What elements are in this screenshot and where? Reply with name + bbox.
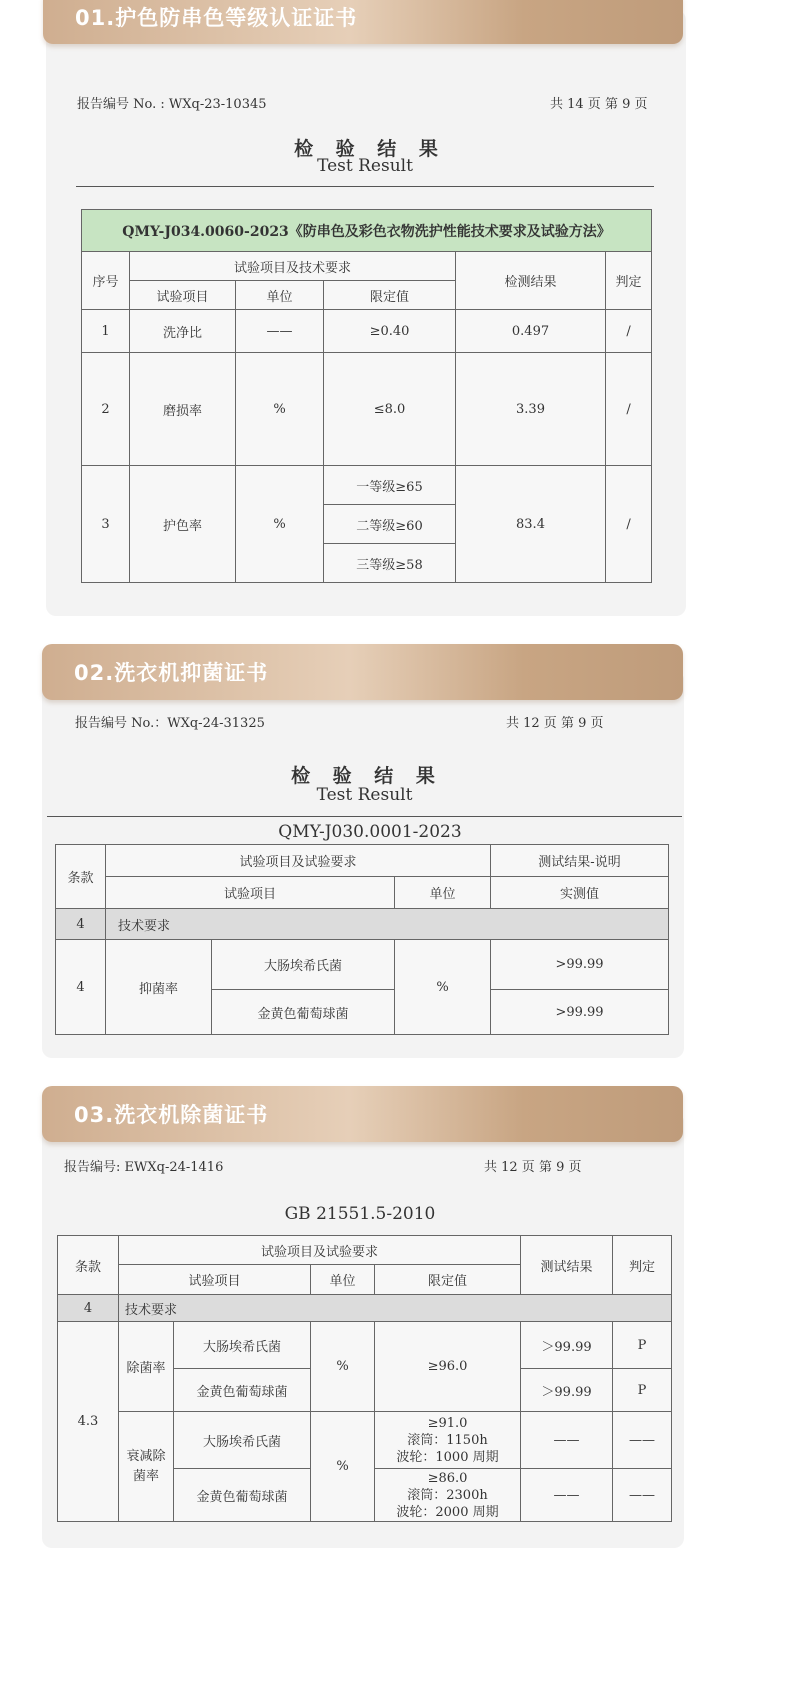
standard-name: QMY-J034.0060-2023《防串色及彩色衣物洗护性能技术要求及试验方法》 <box>82 210 652 252</box>
cell-judge: / <box>606 466 652 583</box>
cell-sub-item: 金黄色葡萄球菌 <box>174 1369 311 1412</box>
cell-sub-item: 金黄色葡萄球菌 <box>212 990 395 1035</box>
cell-result: —— <box>521 1469 613 1522</box>
cell-sub-item: 大肠埃希氏菌 <box>212 940 395 990</box>
table-row <box>82 466 652 505</box>
report-number: 报告编号: EWXq-24-1416 <box>64 1160 224 1175</box>
cell-limit: ≥0.40 <box>324 310 456 353</box>
cell-sub-item: 大肠埃希氏菌 <box>174 1412 311 1469</box>
table-row <box>56 940 669 990</box>
cell-unit: % <box>311 1322 375 1412</box>
cell-result: —— <box>521 1412 613 1469</box>
section-banner-1: 01.护色防串色等级认证证书 <box>43 0 683 44</box>
cell-item: 护色率 <box>130 466 236 583</box>
standard-name: GB 21551.5-2010 <box>284 1204 436 1224</box>
cell-limit-grade-1: 一等级≥65 <box>324 466 456 505</box>
result-title-en: Test Result <box>316 785 413 805</box>
header-judge: 判定 <box>606 252 652 310</box>
result-title-cn: 检 验 结 果 <box>291 765 443 787</box>
cell-clause: 4 <box>58 1295 119 1322</box>
header-unit: 单位 <box>311 1265 375 1295</box>
result-title-cn: 检 验 结 果 <box>294 138 446 160</box>
header-limit: 限定值 <box>324 281 456 310</box>
test-result-table-2 <box>55 844 669 1035</box>
header-seq: 序号 <box>82 252 130 310</box>
cell-result: ＞99.99 <box>521 1369 613 1412</box>
cell-clause: 4 <box>56 940 106 1035</box>
cell-judge: / <box>606 310 652 353</box>
cell-seq: 3 <box>82 466 130 583</box>
header-result-group: 测试结果-说明 <box>491 845 669 877</box>
header-group: 试验项目及试验要求 <box>106 845 491 877</box>
table-row <box>58 1322 672 1369</box>
cell-judge: —— <box>613 1412 672 1469</box>
table-row <box>58 1412 672 1469</box>
page-count: 共 12 页 第 9 页 <box>506 716 604 731</box>
cell-item: 除菌率 <box>119 1322 174 1412</box>
cell-judge: P <box>613 1369 672 1412</box>
cell-judge: —— <box>613 1469 672 1522</box>
header-clause: 条款 <box>58 1236 119 1295</box>
test-result-table-1 <box>81 209 652 583</box>
header-measured: 实测值 <box>491 877 669 909</box>
cell-limit-value: ≥91.0 <box>427 1415 468 1431</box>
cell-item: 磨损率 <box>130 353 236 466</box>
cell-item: 抑菌率 <box>106 940 212 1035</box>
cell-limit-grade-3: 三等级≥58 <box>324 544 456 583</box>
cell-result: 83.4 <box>456 466 606 583</box>
cell-limit-pulsator: 波轮：2000 周期 <box>396 1504 499 1520</box>
section-banner-3: 03.洗衣机除菌证书 <box>42 1086 683 1142</box>
cell-judge: / <box>606 353 652 466</box>
cell-seq: 1 <box>82 310 130 353</box>
cell-limit: ≤8.0 <box>324 353 456 466</box>
header-clause: 条款 <box>56 845 106 909</box>
cell-unit: % <box>236 466 324 583</box>
cell-result: 0.497 <box>456 310 606 353</box>
standard-name: QMY-J030.0001-2023 <box>278 822 462 842</box>
cell-sub-item: 金黄色葡萄球菌 <box>174 1469 311 1522</box>
cell-unit: % <box>311 1412 375 1522</box>
cell-limit-pulsator: 波轮：1000 周期 <box>396 1449 499 1465</box>
table-row <box>56 909 669 940</box>
cell-measured: >99.99 <box>491 990 669 1035</box>
header-item: 试验项目 <box>106 877 395 909</box>
page-count: 共 14 页 第 9 页 <box>550 97 648 112</box>
table-row <box>82 353 652 466</box>
header-item: 试验项目 <box>119 1265 311 1295</box>
cell-result: ＞99.99 <box>521 1322 613 1369</box>
header-result: 测试结果 <box>521 1236 613 1295</box>
cell-clause: 4.3 <box>58 1322 119 1522</box>
table-row <box>58 1295 672 1322</box>
test-result-table-3 <box>57 1235 672 1522</box>
report-number: 报告编号 No. : WXq-23-10345 <box>77 97 267 112</box>
cell-tech-requirement: 技术要求 <box>106 909 669 940</box>
cell-limit-value: ≥86.0 <box>427 1470 468 1486</box>
header-group: 试验项目及技术要求 <box>130 252 456 281</box>
header-item: 试验项目 <box>130 281 236 310</box>
header-unit: 单位 <box>395 877 491 909</box>
cell-limit-drum: 滚筒：1150h <box>407 1432 488 1448</box>
divider-line <box>47 816 682 817</box>
cell-seq: 2 <box>82 353 130 466</box>
page-count: 共 12 页 第 9 页 <box>484 1160 582 1175</box>
cell-unit: % <box>236 353 324 466</box>
cell-clause: 4 <box>56 909 106 940</box>
section-banner-2: 02.洗衣机抑菌证书 <box>42 644 683 700</box>
cell-result: 3.39 <box>456 353 606 466</box>
cell-limit-drum: 滚筒：2300h <box>407 1487 488 1503</box>
header-limit: 限定值 <box>375 1265 521 1295</box>
cell-measured: >99.99 <box>491 940 669 990</box>
cell-limit: ≥96.0 <box>375 1322 521 1412</box>
cell-tech-requirement: 技术要求 <box>119 1295 672 1322</box>
cell-judge: P <box>613 1322 672 1369</box>
header-judge: 判定 <box>613 1236 672 1295</box>
cell-limit-grade-2: 二等级≥60 <box>324 505 456 544</box>
header-unit: 单位 <box>236 281 324 310</box>
cell-sub-item: 大肠埃希氏菌 <box>174 1322 311 1369</box>
result-title-en: Test Result <box>317 156 413 176</box>
header-group: 试验项目及试验要求 <box>119 1236 521 1265</box>
divider-line <box>76 186 654 187</box>
cell-unit: % <box>395 940 491 1035</box>
cell-item: 洗净比 <box>130 310 236 353</box>
cell-unit: —— <box>236 310 324 353</box>
report-number: 报告编号 No.：WXq-24-31325 <box>75 716 265 731</box>
table-row <box>82 310 652 353</box>
cell-item: 衰减除菌率 <box>119 1412 174 1522</box>
header-result: 检测结果 <box>456 252 606 310</box>
